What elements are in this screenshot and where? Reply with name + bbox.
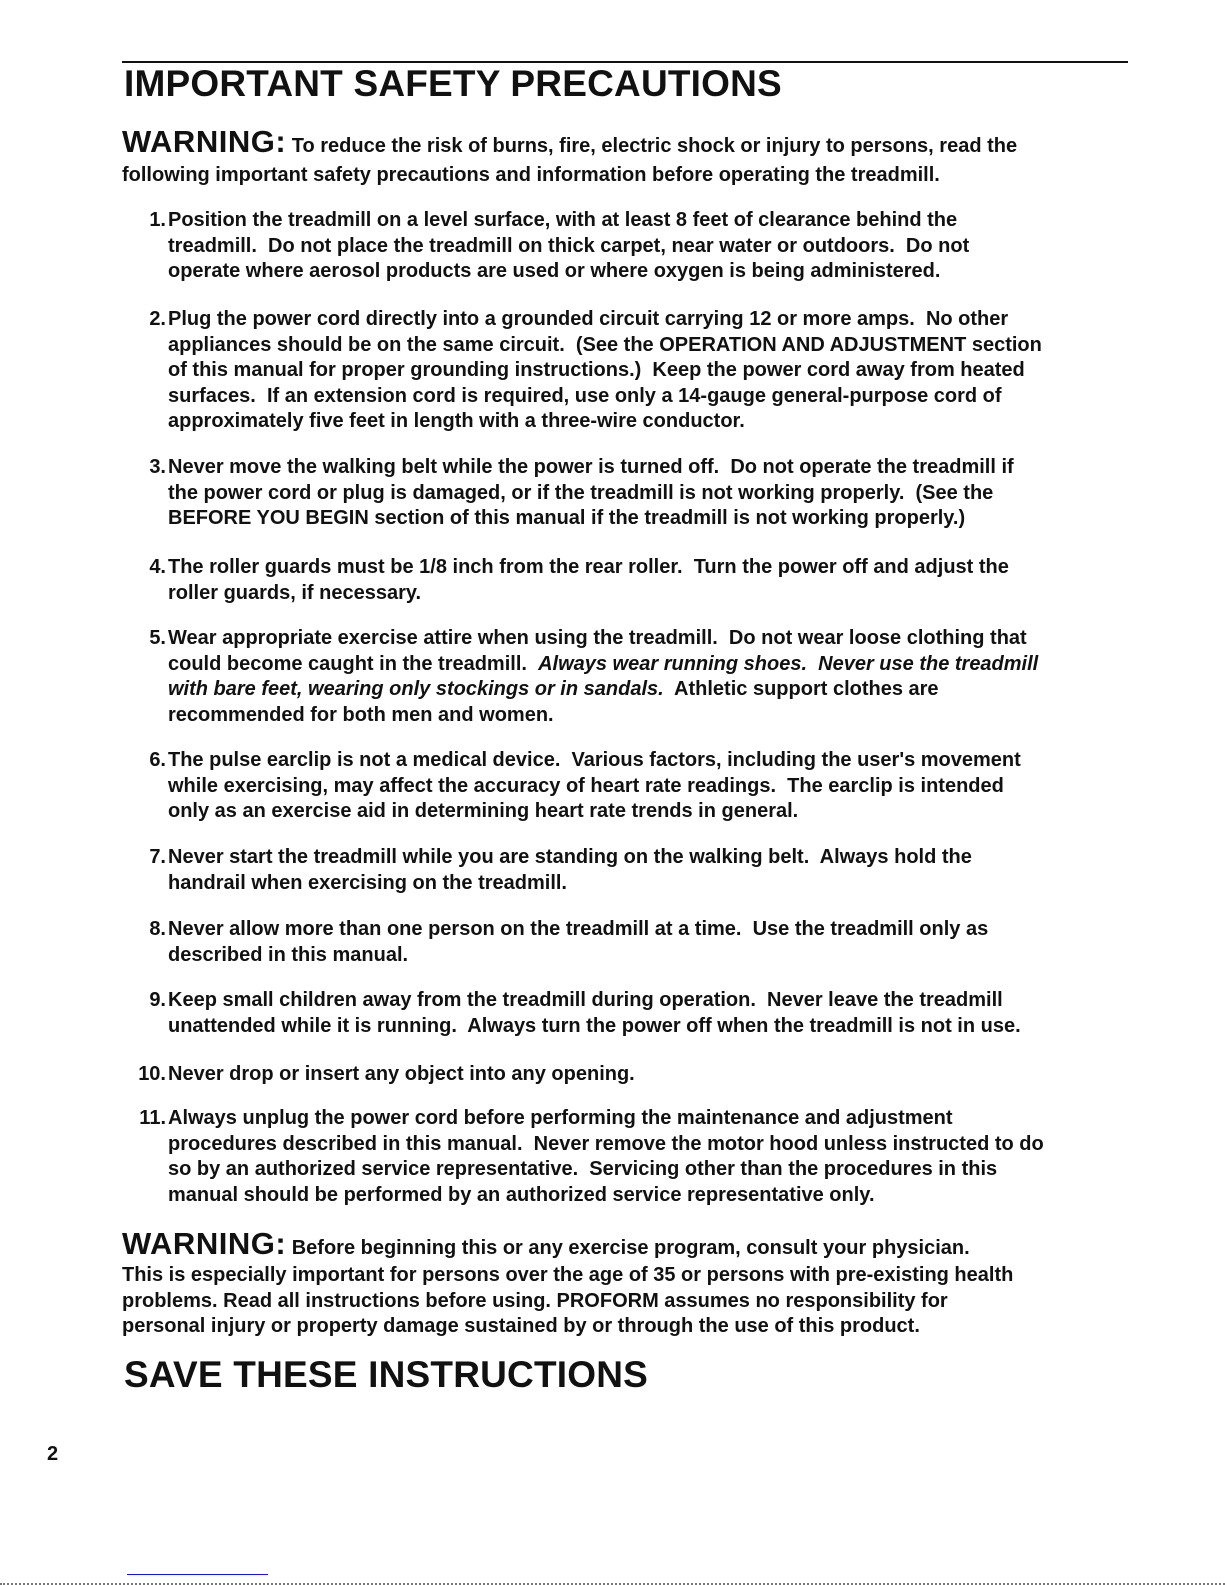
save-instructions-heading: SAVE THESE INSTRUCTIONS	[124, 1354, 649, 1395]
item-line	[168, 1106, 953, 1130]
item-line	[168, 581, 421, 605]
page-title: IMPORTANT SAFETY PRECAUTIONS	[124, 63, 782, 104]
item-line	[168, 506, 965, 530]
item-line	[168, 455, 1014, 479]
item-line	[168, 799, 798, 823]
text-segment: of this manual for proper grounding instructions.) Keep the power cord away from heated	[168, 359, 1025, 382]
text-segment: could become caught in the treadmill.	[168, 652, 539, 675]
item-number: 2.	[149, 308, 166, 330]
item-number: 7.	[149, 846, 166, 868]
text-segment: recommended for both men and women.	[168, 703, 554, 726]
text-segment: treadmill. Do not place the treadmill on thick carpet, near water or outdoors. Do not	[168, 234, 970, 257]
warning-2-line-3: problems. Read all instructions before using. PROFORM assumes no responsibility for	[122, 1290, 948, 1312]
item-number: 9.	[149, 989, 166, 1011]
item-number: 10.	[138, 1063, 166, 1085]
warning-2-line-2: This is especially important for persons over the age of 35 or persons with pre-existing health	[122, 1264, 1014, 1286]
item-number: 11.	[139, 1107, 166, 1129]
item-number: 3.	[149, 456, 166, 478]
item-line	[168, 943, 408, 967]
text-segment: Plug the power cord directly into a grounded circuit carrying 12 or more amps. No other	[168, 308, 1009, 330]
item-line	[168, 259, 940, 283]
text-segment: procedures described in this manual. Never remove the motor hood unless instructed to do	[168, 1132, 1044, 1155]
text-segment: Always wear running shoes. Never use the treadmill	[538, 652, 1039, 675]
item-number: 1.	[149, 209, 166, 231]
item-number: 8.	[149, 918, 166, 940]
text-segment: approximately five feet in length with a three-wire conductor.	[168, 410, 745, 433]
item-line	[168, 1132, 1044, 1156]
item-line	[168, 677, 939, 701]
blue-underline	[127, 1574, 268, 1575]
text-segment: surfaces. If an extension cord is required, use only a 14-gauge general-purpose cord of	[168, 384, 1002, 407]
item-number: 5.	[149, 627, 166, 649]
item-line	[168, 1157, 997, 1181]
text-segment: The pulse earclip is not a medical device. Various factors, including the user's movement	[168, 749, 1021, 771]
item-line	[168, 845, 972, 869]
item-number: 6.	[149, 749, 166, 771]
text-segment: appliances should be on the same circuit. (See the OPERATION AND ADJUSTMENT section	[168, 333, 1042, 356]
text-segment: BEFORE YOU BEGIN section of this manual if the treadmill is not working properly.)	[168, 507, 966, 530]
item-line	[168, 234, 969, 258]
item-line	[168, 208, 957, 232]
item-line	[168, 988, 1003, 1012]
item-line	[168, 1014, 1021, 1038]
text-segment: the power cord or plug is damaged, or if the treadmill is not working properly. (See the	[168, 481, 994, 504]
text-segment: so by an authorized service representative. Servicing other than the procedures in this	[168, 1158, 998, 1181]
item-line	[168, 481, 993, 505]
text-segment: Position the treadmill on a level surface, with at least 8 feet of clearance behind the	[168, 209, 958, 231]
page-number: 2	[47, 1443, 59, 1465]
text-segment: Never start the treadmill while you are standing on the walking belt. Always hold the	[168, 846, 972, 868]
text-segment: Wear appropriate exercise attire when using the treadmill. Do not wear loose clothing that	[168, 627, 1027, 649]
item-line	[168, 1183, 875, 1207]
warning-2-line-1	[122, 1226, 970, 1261]
item-line	[168, 871, 567, 895]
text-segment: The roller guards must be 1/8 inch from the rear roller. Turn the power off and adjust the	[168, 556, 1009, 578]
item-line	[168, 626, 1027, 650]
item-line	[168, 333, 1042, 357]
item-number: 4.	[149, 556, 166, 578]
item-line	[168, 358, 1025, 382]
text-segment: Never allow more than one person on the treadmill at a time. Use the treadmill only as	[168, 918, 989, 940]
item-line	[168, 1062, 635, 1086]
text-segment: handrail when exercising on the treadmill.	[168, 871, 567, 894]
text-segment: Athletic support clothes are	[663, 678, 939, 701]
item-line	[168, 652, 1038, 676]
warning-2-line-4: personal injury or property damage sustained by or through the use of this product.	[122, 1315, 920, 1337]
text-segment: roller guards, if necessary.	[168, 581, 422, 604]
text-segment: Keep small children away from the treadmill during operation. Never leave the treadmill	[168, 989, 1003, 1011]
item-line	[168, 555, 1009, 579]
text-segment: with bare feet, wearing only stockings or in sandals.	[168, 678, 664, 701]
item-line	[168, 307, 1008, 331]
warning-text: To reduce the risk of burns, fire, electric shock or injury to persons, read the	[291, 135, 1018, 157]
warning-1-line-1	[122, 124, 1018, 159]
item-line	[168, 774, 1004, 798]
text-segment: unattended while it is running. Always turn the power off when the treadmill is not in use.	[168, 1014, 1021, 1037]
text-segment: while exercising, may affect the accuracy of heart rate readings. The earclip is intended	[168, 774, 1004, 797]
item-line	[168, 917, 988, 941]
text-segment: described in this manual.	[168, 943, 409, 966]
item-line	[168, 384, 1002, 408]
text-segment: Never move the walking belt while the power is turned off. Do not operate the treadmill if	[168, 456, 1014, 478]
item-line	[168, 748, 1021, 772]
text-segment: Never drop or insert any object into any opening.	[168, 1063, 635, 1085]
warning-text: Before beginning this or any exercise program, consult your physician.	[291, 1237, 970, 1259]
text-segment: manual should be performed by an authorized service representative only.	[168, 1183, 875, 1206]
text-segment: Always unplug the power cord before performing the maintenance and adjustment	[168, 1107, 953, 1129]
warning-1-line-2: following important safety precautions and information before operating the treadmill.	[122, 164, 940, 186]
item-line	[168, 409, 745, 433]
warning-label: WARNING:	[122, 124, 287, 159]
text-segment: only as an exercise aid in determining heart rate trends in general.	[168, 800, 799, 823]
warning-label: WARNING:	[122, 1226, 287, 1261]
text-segment: operate where aerosol products are used or where oxygen is being administered.	[168, 260, 941, 283]
item-line	[168, 703, 554, 727]
